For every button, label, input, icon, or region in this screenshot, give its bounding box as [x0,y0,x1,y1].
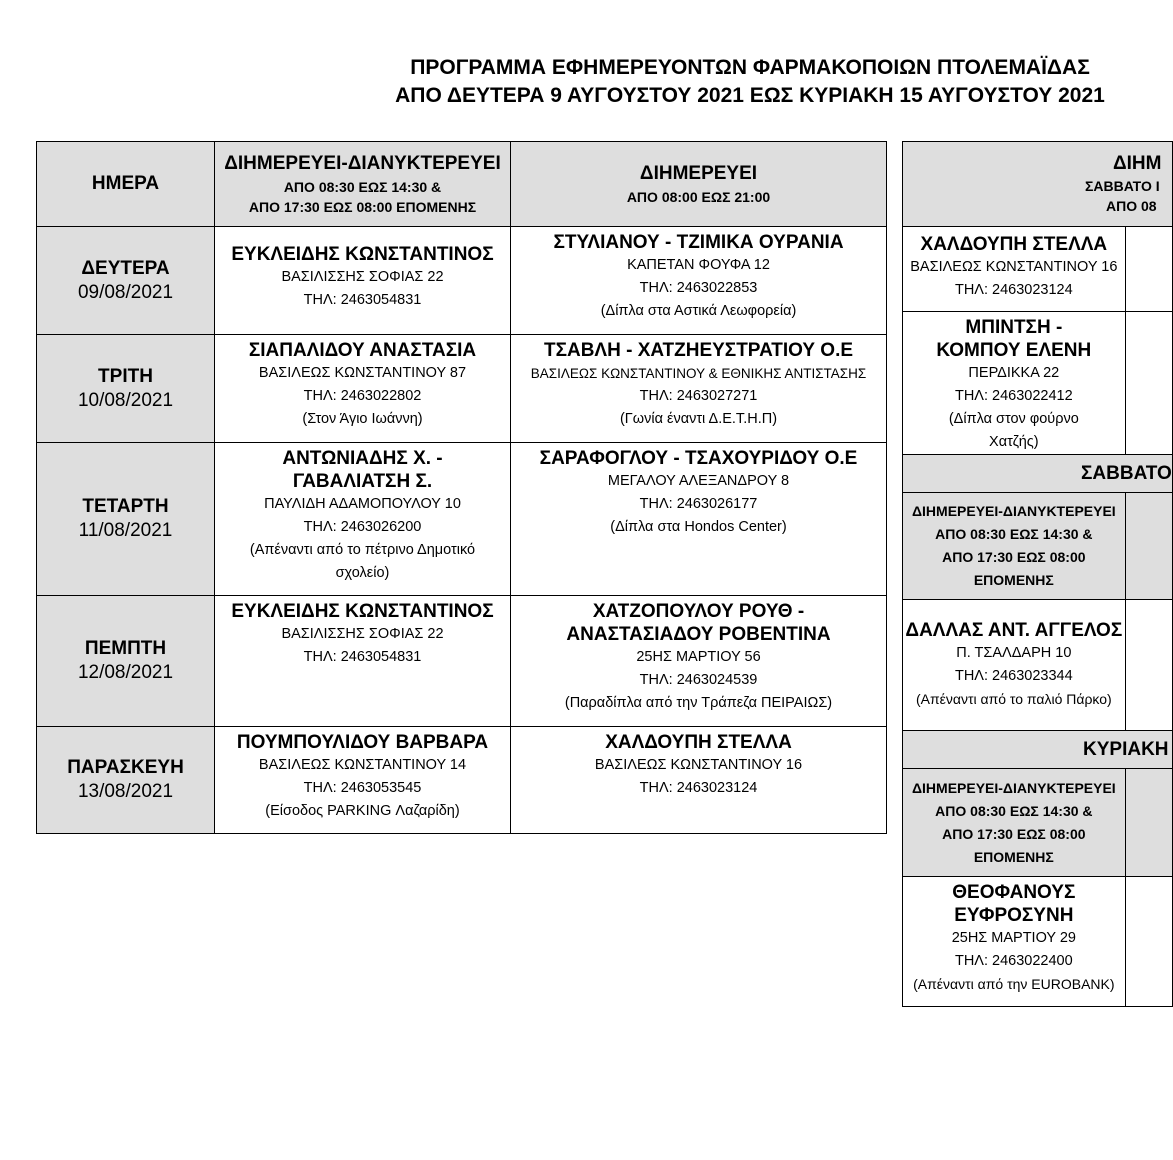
duty-pharmacy-cell: ΕΥΚΛΕΙΔΗΣ ΚΩΝΣΤΑΝΤΙΝΟΣ ΒΑΣΙΛΙΣΣΗΣ ΣΟΦΙΑΣ 22 ΤΗΛ: 2463054831 [215,227,511,335]
side-header-row [903,142,1173,227]
table-row [37,596,887,727]
header-day: ΗΜΕΡΑ [37,142,215,227]
day-cell: ΤΡΙΤΗ 10/08/2021 [37,335,215,443]
saturday-band: ΣΑΒΒΑΤΟ [903,455,1173,493]
side-pharmacy-cell: ΧΑΛΔΟΥΠΗ ΣΤΕΛΛΑ ΒΑΣΙΛΕΩΣ ΚΩΝΣΤΑΝΤΙΝΟΥ 16 ΤΗΛ: 2463023124 [903,227,1126,312]
day-cell: ΠΕΜΠΤΗ 12/08/2021 [37,596,215,727]
header-row [37,142,887,227]
page-title [330,54,1170,110]
side-cut-cell [1125,877,1172,1007]
weekday-schedule-table [36,141,887,834]
table-row [37,727,887,834]
sunday-shift-row [903,769,1173,877]
saturday-shift-row [903,493,1173,600]
day-pharmacy-cell: ΧΑΛΔΟΥΠΗ ΣΤΕΛΛΑ ΒΑΣΙΛΕΩΣ ΚΩΝΣΤΑΝΤΙΝΟΥ 16 ΤΗΛ: 2463023124 [511,727,887,834]
header-day-only: ΔΙΗΜΕΡΕΥΕΙ ΑΠΟ 08:00 ΕΩΣ 21:00 [511,142,887,227]
day-pharmacy-cell: ΣΤΥΛΙΑΝΟΥ - ΤΖΙΜΙΚΑ ΟΥΡΑΝΙΑ ΚΑΠΕΤΑΝ ΦΟΥΦΑ 12 ΤΗΛ: 2463022853 (Δίπλα στα Αστικά Λεωφορεία) [511,227,887,335]
side-cut-cell [1125,227,1172,312]
duty-pharmacy-cell: ΠΟΥΜΠΟΥΛΙΔΟΥ ΒΑΡΒΑΡΑ ΒΑΣΙΛΕΩΣ ΚΩΝΣΤΑΝΤΙΝΟΥ 14 ΤΗΛ: 2463053545 (Είσοδος PARKING Λαζαρίδη) [215,727,511,834]
day-cell: ΠΑΡΑΣΚΕΥΗ 13/08/2021 [37,727,215,834]
table-row [37,227,887,335]
duty-pharmacy-cell: ΑΝΤΩΝΙΑΔΗΣ Χ. - ΓΑΒΑΛΙΑΤΣΗ Σ. ΠΑΥΛΙΔΗ ΑΔΑΜΟΠΟΥΛΟΥ 10 ΤΗΛ: 2463026200 (Απέναντι από το πέτρινο Δημοτικό σχολείο) [215,443,511,596]
sunday-pharmacy-row [903,877,1173,1007]
side-cut-cell [1125,600,1172,731]
weekend-schedule-table [902,141,1173,1007]
table-row [37,335,887,443]
duty-pharmacy-cell: ΕΥΚΛΕΙΔΗΣ ΚΩΝΣΤΑΝΤΙΝΟΣ ΒΑΣΙΛΙΣΣΗΣ ΣΟΦΙΑΣ 22 ΤΗΛ: 2463054831 [215,596,511,727]
sunday-pharmacy-cell: ΘΕΟΦΑΝΟΥΣ ΕΥΦΡΟΣΥΝΗ 25ΗΣ ΜΑΡΤΙΟΥ 29 ΤΗΛ: 2463022400 (Απέναντι από την EUROBANK) [903,877,1126,1007]
day-pharmacy-cell: ΧΑΤΖΟΠΟΥΛΟΥ ΡΟΥΘ - ΑΝΑΣΤΑΣΙΑΔΟΥ ΡΟΒΕΝΤΙΝΑ 25ΗΣ ΜΑΡΤΙΟΥ 56 ΤΗΛ: 2463024539 (Παραδίπλα από την Τράπεζα ΠΕΙΡΑΙΩΣ) [511,596,887,727]
duty-pharmacy-cell: ΣΙΑΠΑΛΙΔΟΥ ΑΝΑΣΤΑΣΙΑ ΒΑΣΙΛΕΩΣ ΚΩΝΣΤΑΝΤΙΝΟΥ 87 ΤΗΛ: 2463022802 (Στον Άγιο Ιωάννη) [215,335,511,443]
saturday-pharmacy-row [903,600,1173,731]
side-pharmacy-cell: ΜΠΙΝΤΣΗ - ΚΟΜΠΟΥ ΕΛΕΝΗ ΠΕΡΔΙΚΚΑ 22 ΤΗΛ: 2463022412 (Δίπλα στον φούρνο Χατζής) [903,312,1126,455]
day-pharmacy-cell: ΣΑΡΑΦΟΓΛΟΥ - ΤΣΑΧΟΥΡΙΔΟΥ Ο.Ε ΜΕΓΑΛΟΥ ΑΛΕΞΑΝΔΡΟΥ 8 ΤΗΛ: 2463026177 (Δίπλα στα Hondos Center) [511,443,887,596]
table-row [37,443,887,596]
side-header: ΔΙΗΜ ΣΑΒΒΑΤΟ Ι ΑΠΟ 08 [903,142,1173,227]
side-row [903,312,1173,455]
title-line-2: ΑΠΟ ΔΕΥΤΕΡΑ 9 ΑΥΓΟΥΣΤΟΥ 2021 ΕΩΣ ΚΥΡΙΑΚΗ 15 ΑΥΓΟΥΣΤΟΥ 2021 [395,84,1105,107]
title-line-1: ΠΡΟΓΡΑΜΜΑ ΕΦΗΜΕΡΕΥΟΝΤΩΝ ΦΑΡΜΑΚΟΠΟΙΩΝ ΠΤΟΛΕΜΑΪΔΑΣ [410,56,1090,79]
side-cut-cell [1125,493,1172,600]
side-row [903,227,1173,312]
day-cell: ΔΕΥΤΕΡΑ 09/08/2021 [37,227,215,335]
day-pharmacy-cell: ΤΣΑΒΛΗ - ΧΑΤΖΗΕΥΣΤΡΑΤΙΟΥ Ο.Ε ΒΑΣΙΛΕΩΣ ΚΩΝΣΤΑΝΤΙΝΟΥ & ΕΘΝΙΚΗΣ ΑΝΤΙΣΤΑΣΗΣ ΤΗΛ: 2463027271 (Γωνία έναντι Δ.Ε.Τ.Η.Π) [511,335,887,443]
saturday-shift-cell: ΔΙΗΜΕΡΕΥΕΙ-ΔΙΑΝΥΚΤΕΡΕΥΕΙ ΑΠΟ 08:30 ΕΩΣ 14:30 & ΑΠΟ 17:30 ΕΩΣ 08:00 ΕΠΟΜΕΝΗΣ [903,493,1126,600]
saturday-band-row [903,455,1173,493]
sunday-shift-cell: ΔΙΗΜΕΡΕΥΕΙ-ΔΙΑΝΥΚΤΕΡΕΥΕΙ ΑΠΟ 08:30 ΕΩΣ 14:30 & ΑΠΟ 17:30 ΕΩΣ 08:00 ΕΠΟΜΕΝΗΣ [903,769,1126,877]
sunday-band-row [903,731,1173,769]
header-duty: ΔΙΗΜΕΡΕΥΕΙ-ΔΙΑΝΥΚΤΕΡΕΥΕΙ ΑΠΟ 08:30 ΕΩΣ 14:30 & ΑΠΟ 17:30 ΕΩΣ 08:00 ΕΠΟΜΕΝΗΣ [215,142,511,227]
sunday-band: ΚΥΡΙΑΚΗ [903,731,1173,769]
saturday-pharmacy-cell: ΔΑΛΛΑΣ ΑΝΤ. ΑΓΓΕΛΟΣ Π. ΤΣΑΛΔΑΡΗ 10 ΤΗΛ: 2463023344 (Απέναντι από το παλιό Πάρκο) [903,600,1126,731]
side-cut-cell [1125,769,1172,877]
day-cell: ΤΕΤΑΡΤΗ 11/08/2021 [37,443,215,596]
side-cut-cell [1125,312,1172,455]
